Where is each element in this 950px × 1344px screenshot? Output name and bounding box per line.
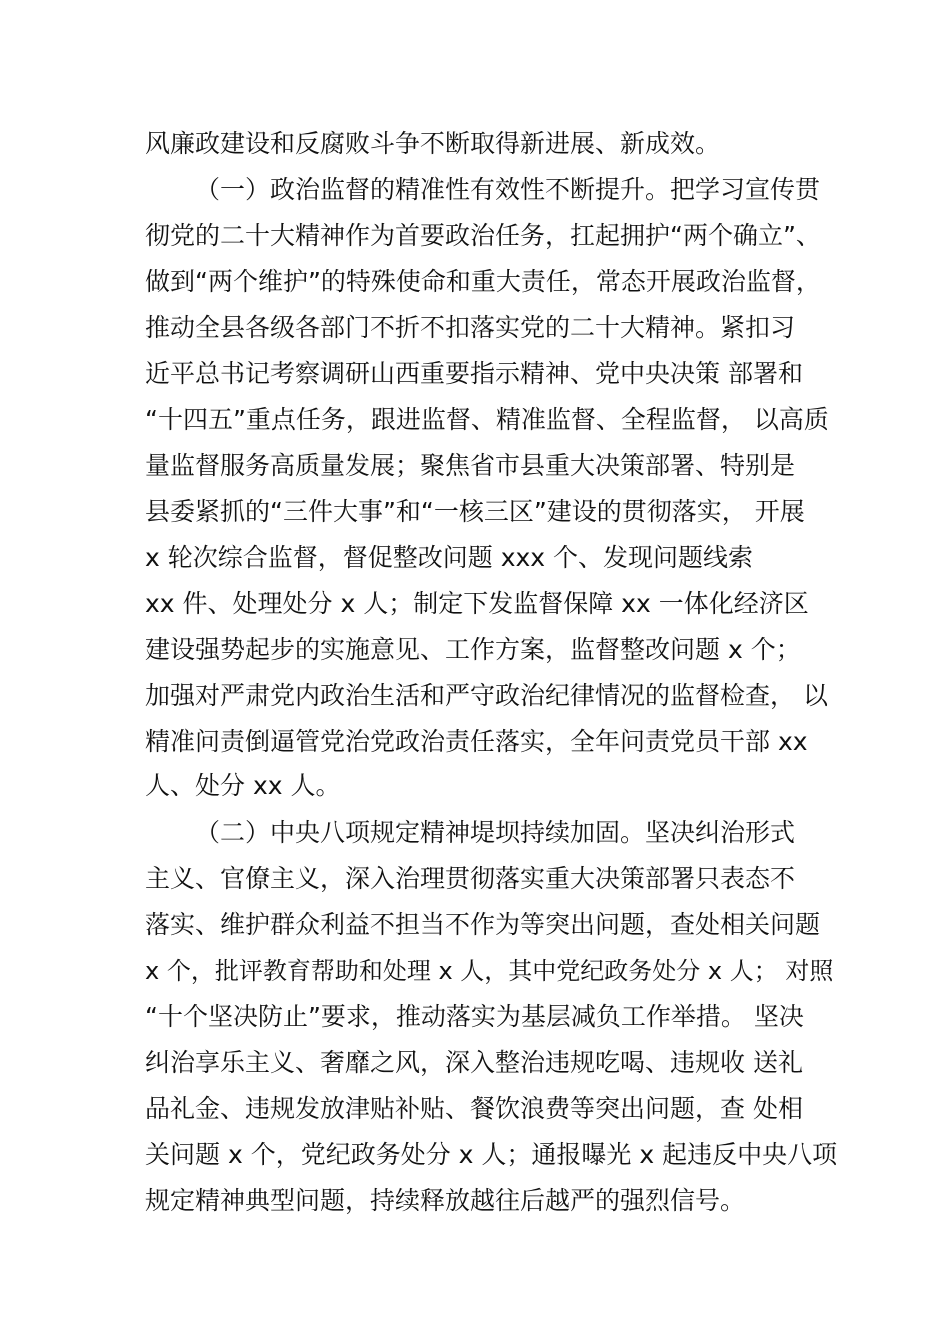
text-line: “十四五”重点任务，跟进监督、精准监督、全程监督， 以高质 [145, 405, 829, 434]
text-line: 量监督服务高质量发展；聚焦省市县重大决策部署、特别是 [145, 451, 796, 480]
text-line: “十个坚决防止”要求，推动落实为基层减负工作举措。 坚决 [145, 1002, 804, 1031]
text-line: 落实、维护群众利益不担当不作为等突出问题，查处相关问题 [145, 910, 821, 939]
text-line: 品礼金、违规发放津贴补贴、餐饮浪费等突出问题，查 处相 [145, 1094, 803, 1123]
text-line: 近平总书记考察调研山西重要指示精神、党中央决策 部署和 [145, 359, 803, 388]
text-line: 风廉政建设和反腐败斗争不断取得新进展、新成效。 [145, 129, 721, 158]
text-line: x 个，批评教育帮助和处理 x 人，其中党纪政务处分 x 人； 对照 [145, 957, 834, 985]
text-line: xx 件、处理处分 x 人；制定下发监督保障 xx 一体化经济区 [145, 589, 809, 618]
text-line: 纠治享乐主义、奢靡之风，深入整治违规吃喝、违规收 送礼 [145, 1048, 803, 1077]
text-line: 建设强势起步的实施意见、工作方案，监督整改问题 x 个； [145, 635, 801, 664]
text-line: 彻党的二十大精神作为首要政治任务，扛起拥护“两个确立”、 [145, 221, 821, 250]
text-line: 推动全县各级各部门不折不扣落实党的二十大精神。紧扣习 [145, 313, 796, 342]
text-line: 关问题 x 个，党纪政务处分 x 人；通报曝光 x 起违反中央八项 [145, 1140, 838, 1169]
section-heading-line: （一）政治监督的精准性有效性不断提升。把学习宣传贯 [195, 175, 821, 204]
text-line: 做到“两个维护”的特殊使命和重大责任，常态开展政治监督， [145, 267, 821, 296]
text-line: 精准问责倒逼管党治党政治责任落实，全年问责党员干部 xx [145, 727, 808, 756]
text-line: 主义、官僚主义，深入治理贯彻落实重大决策部署只表态不 [145, 864, 796, 893]
section-heading-line: （二）中央八项规定精神堤坝持续加固。坚决纠治形式 [195, 818, 796, 847]
text-line: x 轮次综合监督，督促整改问题 xxx 个、发现问题线索 [145, 543, 754, 572]
text-line: 县委紧抓的“三件大事”和“一核三区”建设的贯彻落实， 开展 [145, 497, 805, 526]
text-line: 加强对严肃党内政治生活和严守政治纪律情况的监督检查， 以 [145, 681, 828, 710]
text-line: 规定精神典型问题，持续释放越往后越严的强烈信号。 [145, 1186, 746, 1215]
text-line: 人、处分 xx 人。 [145, 771, 341, 800]
